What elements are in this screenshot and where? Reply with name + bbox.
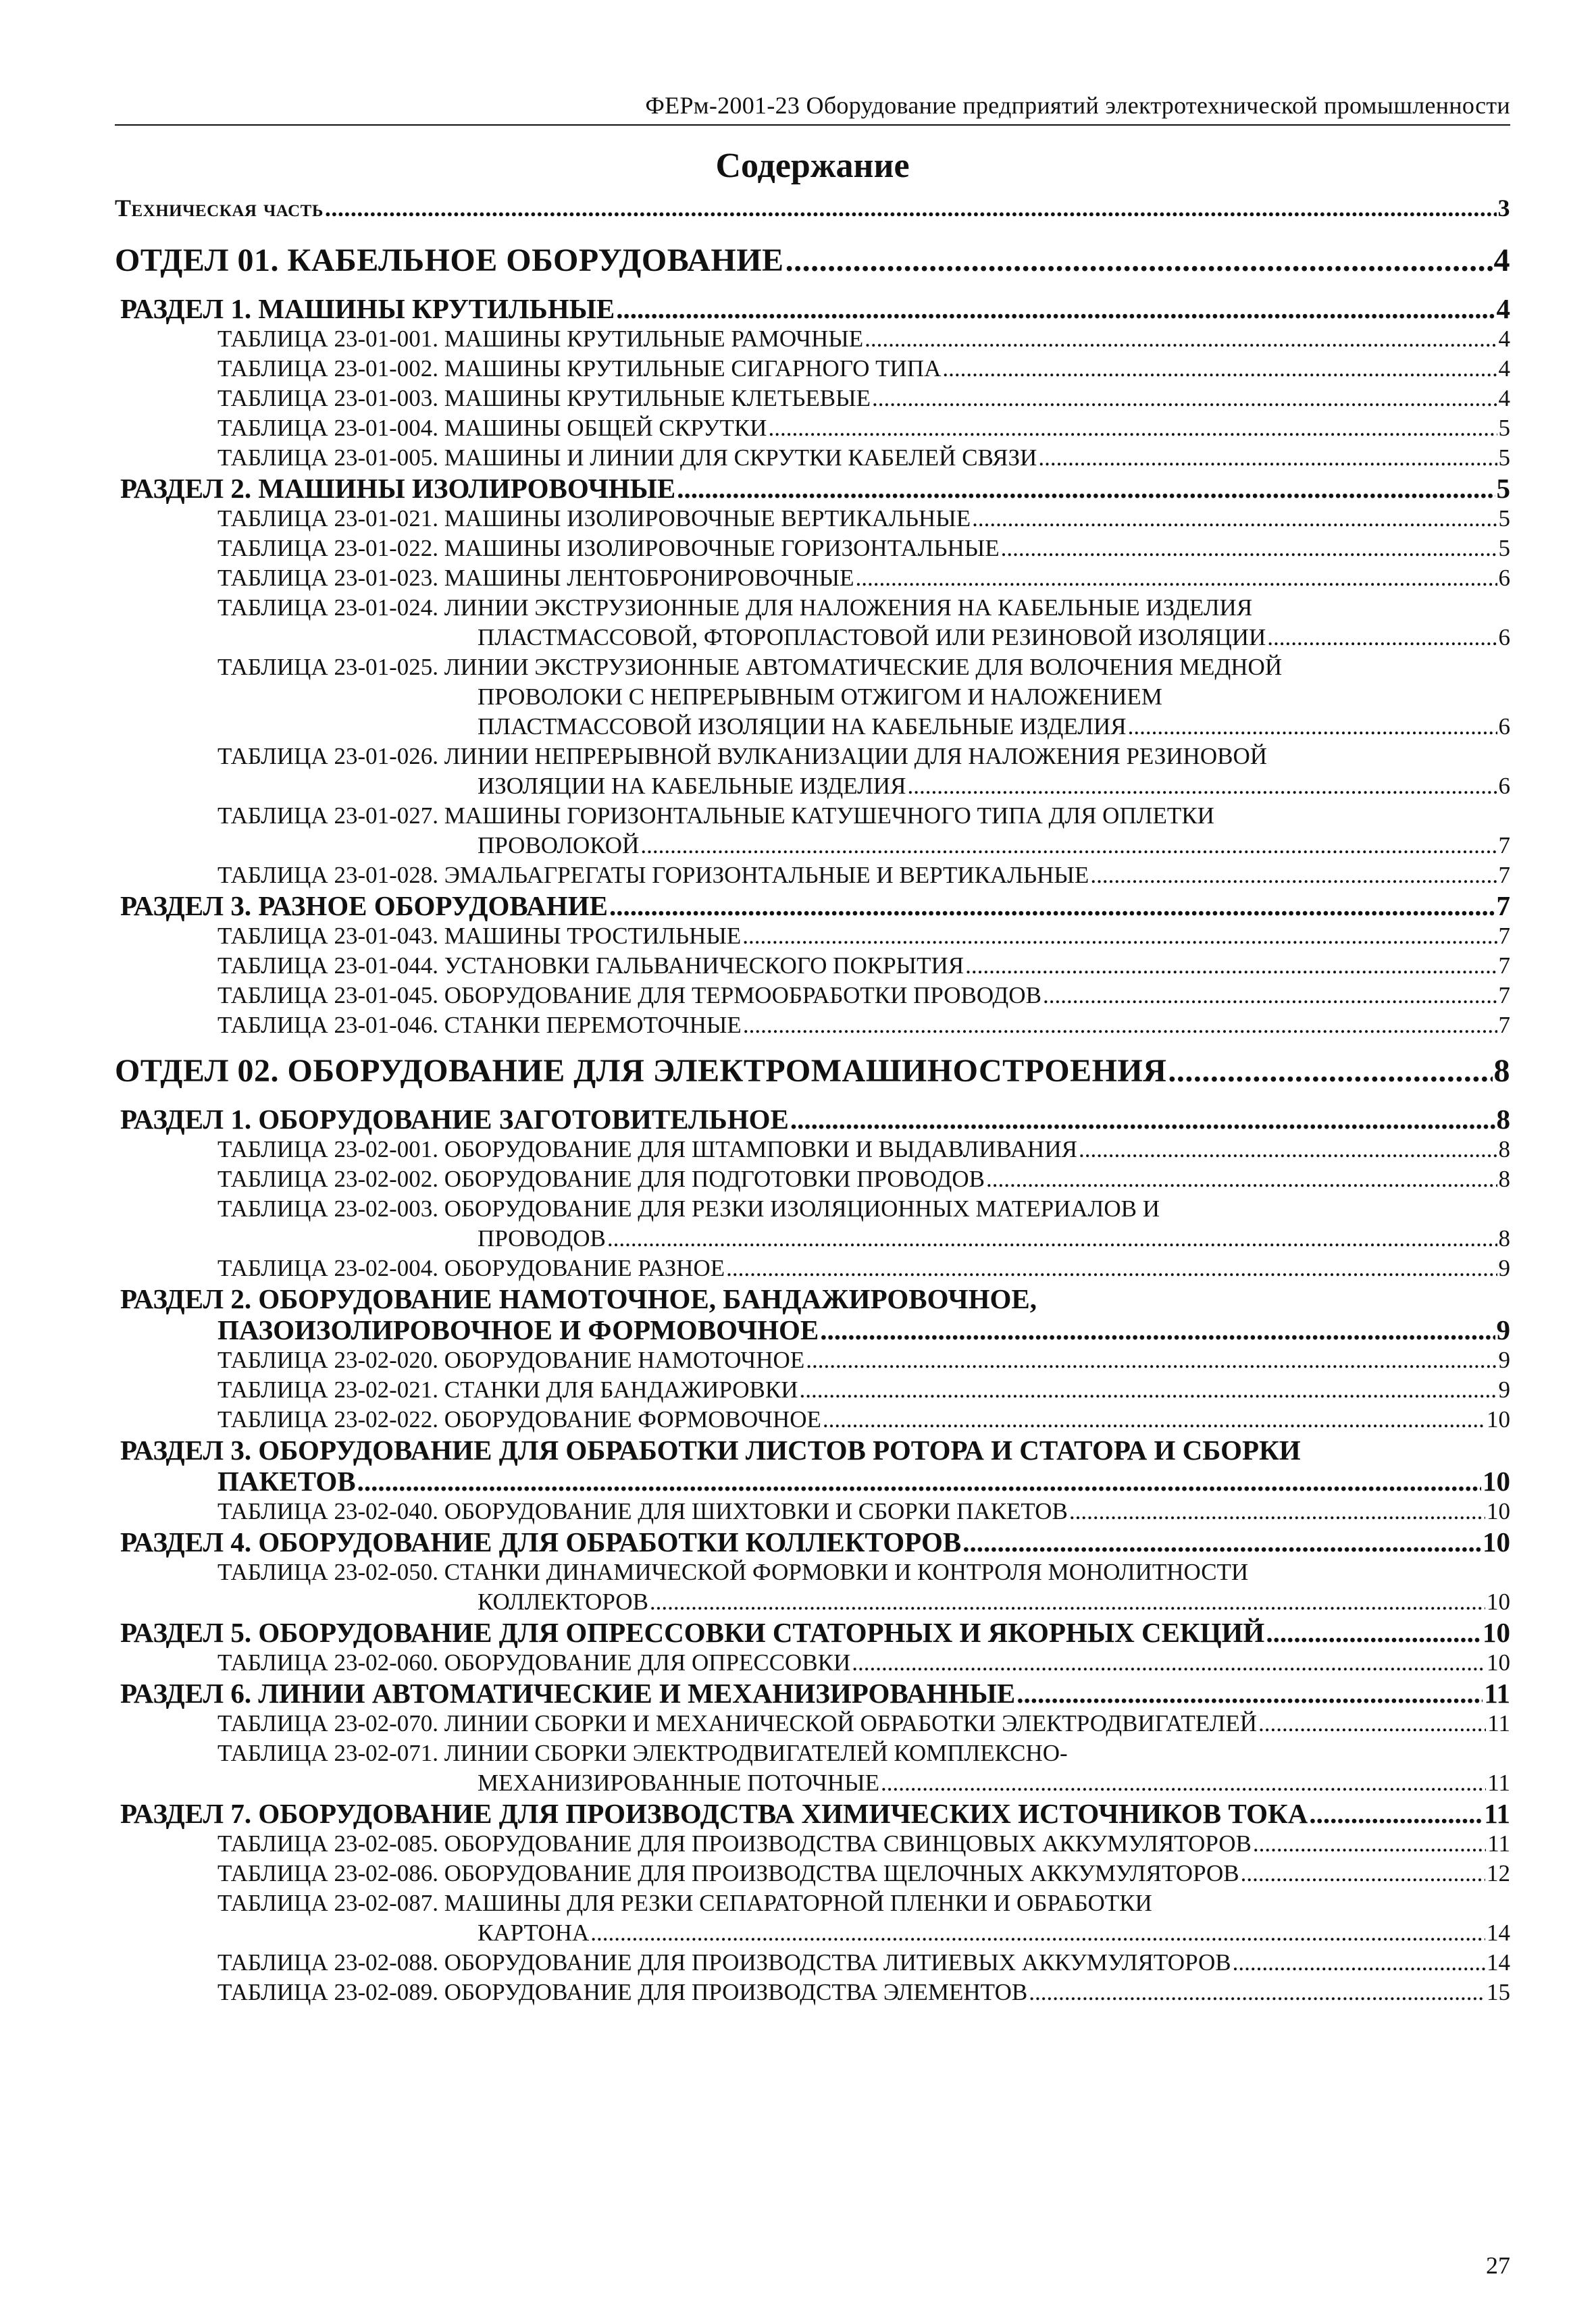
- toc-entry-table: [0, 593, 1596, 652]
- dot-leader: [1266, 1617, 1481, 1648]
- toc-entry-razdel: [0, 1435, 1596, 1497]
- toc-entry-text: РАЗДЕЛ 1. МАШИНЫ КРУТИЛЬНЫЕ: [120, 293, 615, 324]
- toc-entry-text: ТАБЛИЦА 23-02-004. ОБОРУДОВАНИЕ РАЗНОЕ: [217, 1255, 725, 1281]
- toc-line: [217, 563, 1510, 593]
- toc-entry-text: ТАБЛИЦА 23-02-050. СТАНКИ ДИНАМИЧЕСКОЙ ФОРМОВКИ И КОНТРОЛЯ МОНОЛИТНОСТИ: [217, 1559, 1249, 1585]
- toc-entry-table: [0, 324, 1596, 354]
- toc-entry-table: [0, 951, 1596, 981]
- toc-entry-text: ТАБЛИЦА 23-01-044. УСТАНОВКИ ГАЛЬВАНИЧЕСКОГО ПОКРЫТИЯ: [217, 952, 964, 979]
- dot-leader: [1029, 1978, 1485, 2007]
- dot-leader: [806, 1345, 1497, 1375]
- toc-page-number: 8: [1498, 1225, 1510, 1252]
- toc-entry-text: ТАБЛИЦА 23-01-028. ЭМАЛЬАГРЕГАТЫ ГОРИЗОНТАЛЬНЫЕ И ВЕРТИКАЛЬНЫЕ: [217, 862, 1089, 888]
- dot-leader: [881, 1768, 1486, 1798]
- toc-entry-razdel: [0, 890, 1596, 921]
- toc-page-number: 10: [1487, 1406, 1510, 1433]
- toc-page-number: 11: [1487, 1830, 1510, 1857]
- toc-page-number: 7: [1496, 890, 1510, 921]
- toc-page-number: 10: [1483, 1466, 1510, 1497]
- dot-leader: [972, 504, 1497, 534]
- toc-line: [478, 831, 1510, 860]
- toc-line: [217, 1948, 1510, 1978]
- toc-entry-table: [0, 1888, 1596, 1948]
- toc-entry-table: [0, 1497, 1596, 1526]
- toc-line: [217, 981, 1510, 1010]
- toc-entry-table: [0, 1648, 1596, 1678]
- toc-entry-text: ТАБЛИЦА 23-01-025. ЛИНИИ ЭКСТРУЗИОННЫЕ АВТОМАТИЧЕСКИЕ ДЛЯ ВОЛОЧЕНИЯ МЕДНОЙ: [217, 654, 1283, 680]
- toc-page-number: 7: [1498, 923, 1510, 949]
- toc-entry-table: [0, 1010, 1596, 1040]
- toc-entry-razdel: [0, 1617, 1596, 1648]
- dot-leader: [786, 240, 1493, 281]
- toc-line: [217, 1254, 1510, 1283]
- toc-line: [120, 1104, 1510, 1135]
- toc-entry-text: ТАБЛИЦА 23-02-022. ОБОРУДОВАНИЕ ФОРМОВОЧНОЕ: [217, 1406, 821, 1433]
- toc-line: [217, 1345, 1510, 1375]
- dot-leader: [1233, 1948, 1485, 1978]
- toc-entry-razdel: [0, 1283, 1596, 1345]
- toc-entry-text: Техническая часть: [115, 195, 324, 222]
- toc-entry-text: ПРОВОЛОКОЙ: [478, 832, 640, 858]
- page-title: Содержание: [715, 147, 910, 185]
- toc-entry-text: ТАБЛИЦА 23-01-021. МАШИНЫ ИЗОЛИРОВОЧНЫЕ ВЕРТИКАЛЬНЫЕ: [217, 505, 971, 532]
- toc-entry-tech: [0, 192, 1596, 230]
- toc-line: [217, 742, 1510, 771]
- toc-page-number: 10: [1487, 1589, 1510, 1615]
- toc-entry-text: ПАЗОИЗОЛИРОВОЧНОЕ И ФОРМОВОЧНОЕ: [217, 1314, 819, 1345]
- toc-page-number: 3: [1497, 195, 1510, 222]
- toc-entry-table: [0, 354, 1596, 384]
- toc-entry-text: ТАБЛИЦА 23-01-001. МАШИНЫ КРУТИЛЬНЫЕ РАМОЧНЫЕ: [217, 326, 864, 352]
- dot-leader: [820, 1314, 1495, 1345]
- toc-page-number: 7: [1498, 862, 1510, 888]
- toc-line: [217, 1405, 1510, 1435]
- toc-entry-text: ПАКЕТОВ: [217, 1466, 356, 1497]
- toc-entry-razdel: [0, 1798, 1596, 1829]
- toc-line: [120, 1617, 1510, 1648]
- toc-page-number: 4: [1496, 293, 1510, 324]
- toc-entry-text: ТАБЛИЦА 23-02-002. ОБОРУДОВАНИЕ ДЛЯ ПОДГОТОВКИ ПРОВОДОВ: [217, 1166, 985, 1192]
- toc-line: [478, 1224, 1510, 1254]
- dot-leader: [726, 1254, 1497, 1283]
- toc-page-number: 15: [1487, 1979, 1510, 2005]
- toc-entry-text: ИЗОЛЯЦИИ НА КАБЕЛЬНЫЕ ИЗДЕЛИЯ: [478, 773, 906, 799]
- toc-line: [217, 860, 1510, 890]
- toc-entry-razdel: [0, 293, 1596, 324]
- toc-line: [217, 1375, 1510, 1405]
- toc-entry-text: ОТДЕЛ 02. ОБОРУДОВАНИЕ ДЛЯ ЭЛЕКТРОМАШИНОСТРОЕНИЯ: [115, 1053, 1167, 1089]
- toc-line: [217, 443, 1510, 473]
- toc-line: [217, 413, 1510, 443]
- toc-line: [217, 1314, 1510, 1345]
- toc-entry-text: ТАБЛИЦА 23-02-040. ОБОРУДОВАНИЕ ДЛЯ ШИХТОВКИ И СБОРКИ ПАКЕТОВ: [217, 1498, 1068, 1524]
- toc-entry-text: ПРОВОДОВ: [478, 1225, 606, 1252]
- dot-leader: [357, 1466, 1481, 1497]
- toc-page-number: 14: [1487, 1949, 1510, 1976]
- toc-entry-table: [0, 1709, 1596, 1739]
- dot-leader: [1267, 623, 1497, 652]
- toc-entry-text: ТАБЛИЦА 23-02-087. МАШИНЫ ДЛЯ РЕЗКИ СЕПАРАТОРНОЙ ПЛЕНКИ И ОБРАБОТКИ: [217, 1890, 1152, 1916]
- toc-page-number: 10: [1483, 1526, 1510, 1558]
- toc-page-number: 6: [1498, 713, 1510, 740]
- toc-entry-text: РАЗДЕЛ 2. ОБОРУДОВАНИЕ НАМОТОЧНОЕ, БАНДАЖИРОВОЧНОЕ,: [120, 1283, 1037, 1314]
- toc-entry-table: [0, 1859, 1596, 1888]
- toc-page-number: 11: [1487, 1770, 1510, 1796]
- toc-page-number: 10: [1483, 1617, 1510, 1648]
- dot-leader: [965, 951, 1497, 981]
- toc-page-number: 8: [1498, 1136, 1510, 1162]
- toc-entry-table: [0, 563, 1596, 593]
- dot-leader: [852, 1648, 1485, 1678]
- toc-entry-text: ТАБЛИЦА 23-01-005. МАШИНЫ И ЛИНИИ ДЛЯ СКРУТКИ КАБЕЛЕЙ СВЯЗИ: [217, 444, 1037, 471]
- toc-entry-table: [0, 504, 1596, 534]
- toc-entry-text: ТАБЛИЦА 23-02-085. ОБОРУДОВАНИЕ ДЛЯ ПРОИЗВОДСТВА СВИНЦОВЫХ АККУМУЛЯТОРОВ: [217, 1830, 1252, 1857]
- toc-entry-table: [0, 1254, 1596, 1283]
- toc-page-number: 7: [1498, 982, 1510, 1008]
- dot-leader: [856, 563, 1497, 593]
- toc-entry-text: ТАБЛИЦА 23-02-020. ОБОРУДОВАНИЕ НАМОТОЧНОЕ: [217, 1347, 805, 1373]
- dot-leader: [962, 1526, 1481, 1558]
- toc-entry-table: [0, 1135, 1596, 1164]
- toc-entry-razdel: [0, 1104, 1596, 1135]
- dot-leader: [1016, 1678, 1483, 1709]
- toc-entry-text: РАЗДЕЛ 3. ОБОРУДОВАНИЕ ДЛЯ ОБРАБОТКИ ЛИСТОВ РОТОРА И СТАТОРА И СБОРКИ: [120, 1435, 1301, 1466]
- dot-leader: [609, 890, 1495, 921]
- toc-line: [217, 1558, 1510, 1587]
- toc-page-number: 4: [1498, 326, 1510, 352]
- table-of-contents: [0, 192, 1596, 2007]
- dot-leader: [799, 1375, 1497, 1405]
- toc-entry-text: ТАБЛИЦА 23-01-043. МАШИНЫ ТРОСТИЛЬНЫЕ: [217, 923, 742, 949]
- toc-line: [478, 1918, 1510, 1948]
- toc-line: [217, 384, 1510, 413]
- toc-line: [120, 890, 1510, 921]
- toc-line: [478, 682, 1510, 712]
- dot-leader: [942, 354, 1497, 384]
- dot-leader: [790, 1104, 1495, 1135]
- toc-line: [217, 1648, 1510, 1678]
- toc-entry-text: ПРОВОЛОКИ С НЕПРЕРЫВНЫМ ОТЖИГОМ И НАЛОЖЕНИЕМ: [478, 684, 1162, 710]
- toc-line: [217, 1888, 1510, 1918]
- toc-page-number: 11: [1484, 1678, 1510, 1709]
- toc-line: [217, 652, 1510, 682]
- toc-page-number: 6: [1498, 624, 1510, 650]
- toc-entry-razdel: [0, 1526, 1596, 1558]
- toc-line: [217, 593, 1510, 623]
- toc-line: [217, 1135, 1510, 1164]
- running-header: ФЕРм-2001-23 Оборудование предприятий электротехнической промышленности: [645, 92, 1510, 119]
- toc-line: [217, 1164, 1510, 1194]
- toc-entry-table: [0, 1345, 1596, 1375]
- dot-leader: [908, 771, 1497, 801]
- dot-leader: [1043, 981, 1497, 1010]
- toc-line: [120, 1526, 1510, 1558]
- toc-entry-text: ТАБЛИЦА 23-01-026. ЛИНИИ НЕПРЕРЫВНОЙ ВУЛКАНИЗАЦИИ ДЛЯ НАЛОЖЕНИЯ РЕЗИНОВОЙ: [217, 743, 1267, 769]
- toc-entry-table: [0, 1405, 1596, 1435]
- toc-line: [115, 192, 1510, 224]
- toc-entry-text: КАРТОНА: [478, 1920, 590, 1946]
- dot-leader: [607, 1224, 1497, 1254]
- toc-entry-table: [0, 534, 1596, 563]
- toc-page-number: 5: [1498, 535, 1510, 561]
- toc-entry-razdel: [0, 1678, 1596, 1709]
- toc-page-number: 6: [1498, 773, 1510, 799]
- toc-entry-text: ПЛАСТМАССОВОЙ ИЗОЛЯЦИИ НА КАБЕЛЬНЫЕ ИЗДЕЛИЯ: [478, 713, 1127, 740]
- toc-page-number: 10: [1487, 1649, 1510, 1676]
- toc-line: [120, 293, 1510, 324]
- toc-page-number: 5: [1496, 473, 1510, 504]
- dot-leader: [1241, 1859, 1485, 1888]
- dot-leader: [986, 1164, 1497, 1194]
- toc-entry-otdel: [0, 1040, 1596, 1104]
- toc-entry-text: РАЗДЕЛ 2. МАШИНЫ ИЗОЛИРОВОЧНЫЕ: [120, 473, 676, 504]
- toc-entry-table: [0, 921, 1596, 951]
- dot-leader: [872, 384, 1497, 413]
- header-rule: [115, 124, 1510, 126]
- toc-entry-text: МЕХАНИЗИРОВАННЫЕ ПОТОЧНЫЕ: [478, 1770, 879, 1796]
- toc-entry-table: [0, 742, 1596, 801]
- dot-leader: [1309, 1798, 1483, 1829]
- toc-page-number: 11: [1487, 1710, 1510, 1737]
- toc-page-number: 9: [1496, 1314, 1510, 1345]
- toc-line: [217, 921, 1510, 951]
- toc-entry-text: ТАБЛИЦА 23-01-004. МАШИНЫ ОБЩЕЙ СКРУТКИ: [217, 415, 767, 441]
- toc-page-number: 5: [1498, 415, 1510, 441]
- toc-line: [217, 801, 1510, 831]
- toc-entry-table: [0, 652, 1596, 742]
- toc-entry-text: ТАБЛИЦА 23-02-089. ОБОРУДОВАНИЕ ДЛЯ ПРОИЗВОДСТВА ЭЛЕМЕНТОВ: [217, 1979, 1028, 2005]
- dot-leader: [743, 1010, 1497, 1040]
- dot-leader: [865, 324, 1497, 354]
- toc-page-number: 10: [1487, 1498, 1510, 1524]
- dot-leader: [1168, 1051, 1492, 1091]
- toc-line: [217, 1829, 1510, 1859]
- toc-entry-text: ТАБЛИЦА 23-01-002. МАШИНЫ КРУТИЛЬНЫЕ СИГАРНОГО ТИПА: [217, 355, 942, 382]
- toc-entry-text: ТАБЛИЦА 23-01-027. МАШИНЫ ГОРИЗОНТАЛЬНЫЕ КАТУШЕЧНОГО ТИПА ДЛЯ ОПЛЕТКИ: [217, 802, 1214, 829]
- toc-entry-text: ТАБЛИЦА 23-02-060. ОБОРУДОВАНИЕ ДЛЯ ОПРЕССОВКИ: [217, 1649, 851, 1676]
- toc-entry-text: ТАБЛИЦА 23-01-023. МАШИНЫ ЛЕНТОБРОНИРОВОЧНЫЕ: [217, 565, 854, 591]
- toc-line: [217, 1859, 1510, 1888]
- toc-page-number: 5: [1498, 505, 1510, 532]
- toc-line: [478, 623, 1510, 652]
- toc-line: [120, 1798, 1510, 1829]
- dot-leader: [1079, 1135, 1497, 1164]
- toc-entry-table: [0, 1558, 1596, 1617]
- toc-entry-table: [0, 860, 1596, 890]
- toc-entry-text: ТАБЛИЦА 23-02-088. ОБОРУДОВАНИЕ ДЛЯ ПРОИЗВОДСТВА ЛИТИЕВЫХ АККУМУЛЯТОРОВ: [217, 1949, 1231, 1976]
- dot-leader: [768, 413, 1497, 443]
- dot-leader: [1038, 443, 1497, 473]
- toc-page-number: 7: [1498, 832, 1510, 858]
- toc-entry-text: ТАБЛИЦА 23-02-001. ОБОРУДОВАНИЕ ДЛЯ ШТАМПОВКИ И ВЫДАВЛИВАНИЯ: [217, 1136, 1077, 1162]
- toc-entry-text: ОТДЕЛ 01. КАБЕЛЬНОЕ ОБОРУДОВАНИЕ: [115, 242, 784, 278]
- toc-entry-table: [0, 1978, 1596, 2007]
- dot-leader: [823, 1405, 1485, 1435]
- toc-entry-text: ПЛАСТМАССОВОЙ, ФТОРОПЛАСТОВОЙ ИЛИ РЕЗИНОВОЙ ИЗОЛЯЦИИ: [478, 624, 1266, 650]
- toc-line: [217, 1010, 1510, 1040]
- toc-entry-text: ТАБЛИЦА 23-02-086. ОБОРУДОВАНИЕ ДЛЯ ПРОИЗВОДСТВА ЩЕЛОЧНЫХ АККУМУЛЯТОРОВ: [217, 1860, 1239, 1886]
- toc-page-number: 11: [1484, 1798, 1510, 1829]
- toc-page-number: 7: [1498, 1012, 1510, 1038]
- toc-entry-text: ТАБЛИЦА 23-01-024. ЛИНИИ ЭКСТРУЗИОННЫЕ ДЛЯ НАЛОЖЕНИЯ НА КАБЕЛЬНЫЕ ИЗДЕЛИЯ: [217, 594, 1253, 621]
- dot-leader: [1258, 1709, 1486, 1739]
- toc-line: [120, 1283, 1510, 1314]
- toc-line: [120, 473, 1510, 504]
- toc-entry-text: ТАБЛИЦА 23-01-003. МАШИНЫ КРУТИЛЬНЫЕ КЛЕТЬЕВЫЕ: [217, 385, 871, 411]
- toc-page-number: 8: [1493, 1053, 1510, 1089]
- toc-page-number: 6: [1498, 565, 1510, 591]
- toc-entry-table: [0, 1164, 1596, 1194]
- toc-page-number: 9: [1498, 1347, 1510, 1373]
- toc-line: [217, 1194, 1510, 1224]
- dot-leader: [640, 831, 1497, 860]
- toc-page-number: 9: [1498, 1377, 1510, 1403]
- toc-line: [217, 324, 1510, 354]
- toc-page-number: 8: [1498, 1166, 1510, 1192]
- toc-entry-table: [0, 1948, 1596, 1978]
- toc-entry-table: [0, 981, 1596, 1010]
- dot-leader: [1069, 1497, 1485, 1526]
- toc-entry-text: ТАБЛИЦА 23-02-021. СТАНКИ ДЛЯ БАНДАЖИРОВКИ: [217, 1377, 798, 1403]
- toc-entry-text: ТАБЛИЦА 23-01-022. МАШИНЫ ИЗОЛИРОВОЧНЫЕ ГОРИЗОНТАЛЬНЫЕ: [217, 535, 1000, 561]
- toc-line: [115, 1051, 1510, 1091]
- toc-entry-table: [0, 413, 1596, 443]
- dot-leader: [742, 921, 1497, 951]
- toc-line: [115, 240, 1510, 281]
- toc-entry-table: [0, 384, 1596, 413]
- toc-page-number: 7: [1498, 952, 1510, 979]
- dot-leader: [650, 1587, 1485, 1617]
- page-number: 27: [1486, 2252, 1510, 2279]
- toc-entry-text: КОЛЛЕКТОРОВ: [478, 1589, 648, 1615]
- toc-line: [217, 1739, 1510, 1768]
- toc-entry-otdel: [0, 230, 1596, 293]
- dot-leader: [1128, 712, 1497, 742]
- toc-page-number: 14: [1487, 1920, 1510, 1946]
- dot-leader: [677, 473, 1495, 504]
- toc-entry-table: [0, 1829, 1596, 1859]
- toc-entry-table: [0, 801, 1596, 860]
- dot-leader: [1001, 534, 1497, 563]
- toc-entry-text: ТАБЛИЦА 23-01-046. СТАНКИ ПЕРЕМОТОЧНЫЕ: [217, 1012, 742, 1038]
- toc-entry-text: РАЗДЕЛ 4. ОБОРУДОВАНИЕ ДЛЯ ОБРАБОТКИ КОЛЛЕКТОРОВ: [120, 1526, 962, 1558]
- toc-entry-table: [0, 1194, 1596, 1254]
- dot-leader: [325, 192, 1497, 224]
- toc-entry-text: ТАБЛИЦА 23-01-045. ОБОРУДОВАНИЕ ДЛЯ ТЕРМООБРАБОТКИ ПРОВОДОВ: [217, 982, 1041, 1008]
- toc-line: [217, 1709, 1510, 1739]
- toc-entry-table: [0, 443, 1596, 473]
- toc-entry-razdel: [0, 473, 1596, 504]
- toc-page-number: 12: [1487, 1860, 1510, 1886]
- toc-line: [217, 1466, 1510, 1497]
- dot-leader: [590, 1918, 1485, 1948]
- toc-entry-text: ТАБЛИЦА 23-02-071. ЛИНИИ СБОРКИ ЭЛЕКТРОДВИГАТЕЛЕЙ КОМПЛЕКСНО-: [217, 1740, 1068, 1766]
- toc-entry-table: [0, 1375, 1596, 1405]
- toc-page-number: 4: [1498, 385, 1510, 411]
- toc-line: [478, 1768, 1510, 1798]
- toc-entry-text: РАЗДЕЛ 5. ОБОРУДОВАНИЕ ДЛЯ ОПРЕССОВКИ СТАТОРНЫХ И ЯКОРНЫХ СЕКЦИЙ: [120, 1617, 1265, 1648]
- toc-line: [217, 1497, 1510, 1526]
- toc-line: [217, 504, 1510, 534]
- toc-line: [217, 951, 1510, 981]
- toc-entry-text: ТАБЛИЦА 23-02-070. ЛИНИИ СБОРКИ И МЕХАНИЧЕСКОЙ ОБРАБОТКИ ЭЛЕКТРОДВИГАТЕЛЕЙ: [217, 1710, 1258, 1737]
- toc-page-number: 5: [1498, 444, 1510, 471]
- toc-line: [478, 712, 1510, 742]
- toc-entry-text: РАЗДЕЛ 1. ОБОРУДОВАНИЕ ЗАГОТОВИТЕЛЬНОЕ: [120, 1104, 789, 1135]
- toc-entry-text: РАЗДЕЛ 7. ОБОРУДОВАНИЕ ДЛЯ ПРОИЗВОДСТВА ХИМИЧЕСКИХ ИСТОЧНИКОВ ТОКА: [120, 1798, 1308, 1829]
- toc-entry-table: [0, 1739, 1596, 1798]
- toc-page-number: 8: [1496, 1104, 1510, 1135]
- dot-leader: [1253, 1829, 1486, 1859]
- toc-line: [120, 1678, 1510, 1709]
- toc-page-number: 9: [1498, 1255, 1510, 1281]
- toc-line: [478, 1587, 1510, 1617]
- toc-line: [217, 1978, 1510, 2007]
- toc-entry-text: ТАБЛИЦА 23-02-003. ОБОРУДОВАНИЕ ДЛЯ РЕЗКИ ИЗОЛЯЦИОННЫХ МАТЕРИАЛОВ И: [217, 1195, 1160, 1222]
- toc-entry-text: РАЗДЕЛ 3. РАЗНОЕ ОБОРУДОВАНИЕ: [120, 890, 608, 921]
- toc-page-number: 4: [1498, 355, 1510, 382]
- toc-page-number: 4: [1493, 242, 1510, 278]
- toc-line: [217, 354, 1510, 384]
- toc-line: [217, 534, 1510, 563]
- toc-line: [478, 771, 1510, 801]
- dot-leader: [616, 293, 1495, 324]
- dot-leader: [1090, 860, 1497, 890]
- toc-entry-text: РАЗДЕЛ 6. ЛИНИИ АВТОМАТИЧЕСКИЕ И МЕХАНИЗИРОВАННЫЕ: [120, 1678, 1016, 1709]
- toc-line: [120, 1435, 1510, 1466]
